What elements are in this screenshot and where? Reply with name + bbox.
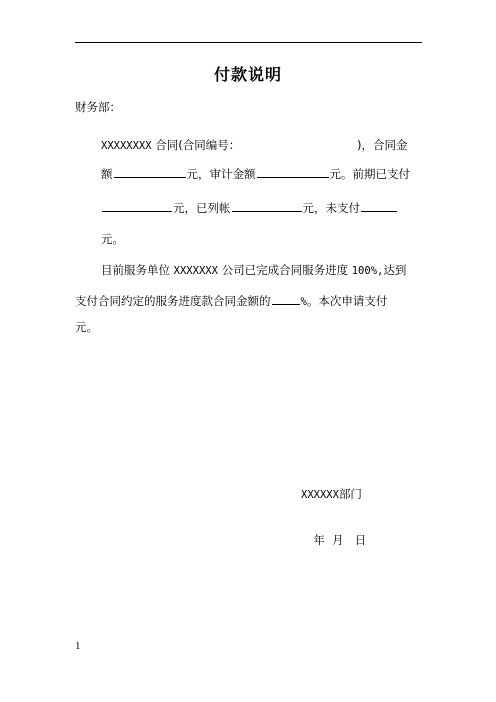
salutation-text: 财务部： [75, 100, 121, 114]
audit-amount-blank[interactable] [257, 165, 329, 178]
percent-blank[interactable] [272, 292, 300, 305]
p2-l2-text-a: 支付合同约定的服务进度款合同金额的 [75, 294, 271, 308]
header-rule [75, 42, 422, 43]
service-company-code: XXXXXXX [173, 265, 218, 277]
contract-code: XXXXXXXX [101, 140, 152, 152]
salutation [75, 100, 121, 114]
signature-department [301, 487, 362, 502]
p2-l1-text-a: 目前服务单位 [101, 263, 170, 277]
percent-sign: % [300, 296, 307, 308]
p1-line-4 [101, 232, 124, 246]
p1-l1-text-b: )，合同金 [357, 138, 408, 152]
signature-date [306, 519, 366, 547]
prepaid-amount-blank[interactable] [102, 199, 172, 212]
p2-l1-text-c: 达到 [383, 263, 407, 277]
p1-line-1 [101, 138, 240, 153]
p1-l4-text: 元。 [101, 232, 124, 246]
page-number: 1 [75, 640, 81, 652]
p2-l3-text: 元。 [75, 320, 98, 334]
department-code: XXXXXX [301, 489, 339, 501]
p1-l3-text-b: 元，未支付 [302, 201, 360, 215]
p1-l3-text-a: 元，已列帐 [173, 201, 231, 215]
p1-l1-text-a: 合同(合同编号： [155, 138, 241, 152]
document-title: 付款说明 [213, 65, 282, 84]
p1-line-3 [101, 199, 398, 215]
booked-amount-blank[interactable] [232, 199, 302, 212]
progress-percent: 100%, [351, 265, 384, 277]
date-label: 年 月 日 [313, 533, 367, 547]
contract-amount-blank[interactable] [114, 165, 186, 178]
p1-line-2 [101, 165, 410, 181]
p1-l2-text-a: 额 [101, 167, 113, 181]
p2-line-3 [75, 320, 98, 334]
p2-line-2 [75, 292, 387, 309]
p1-l2-text-b: 元，审计金额 [186, 167, 256, 181]
p2-l1-text-b: 公司已完成合同服务进度 [221, 263, 349, 277]
p1-l2-text-c: 元。前期已支付 [329, 167, 410, 181]
p2-line-1 [101, 263, 406, 278]
department-label: 部门 [338, 487, 362, 501]
unpaid-amount-blank[interactable] [361, 199, 397, 212]
p1-line-1-end [357, 138, 408, 152]
p2-l2-text-b: 。本次申请支付 [306, 294, 388, 308]
